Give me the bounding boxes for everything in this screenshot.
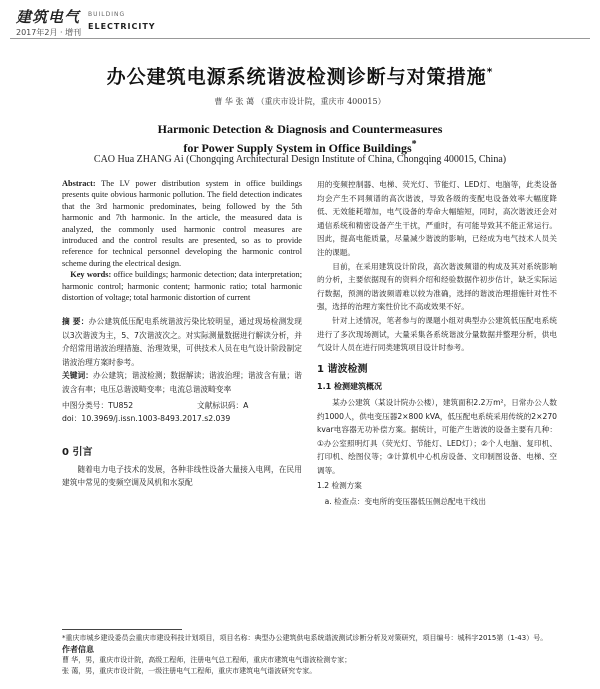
journal-logo-en-2: ELECTRICITY [88,22,156,31]
section-0-heading: 0 引言 [62,447,93,459]
header-divider [10,38,590,39]
issue-info: 2017年2月 · 增刊 [16,28,82,37]
paragraph: 针对上述情况，笔者参与的课题小组对典型办公建筑低压配电系统进行了多次现场测试，大量采集各系统谐波分量数据并整理分析，供电气设计人员在进行同类建筑项目设计时参考。 [317,315,557,353]
right-column [317,178,557,509]
paragraph: 用的变频控制器、电梯、荧光灯、节能灯、LED灯、电脑等，此类设备均会产生不同频谱的高次谐波，导致各级的变配电设备效率大幅度降低、无效能耗增加，电气设备的寿命大幅缩短，同时，高次谐波还会对通信系统和精密设备产生干扰，严重时，有可能导致其不能正常运行。因此，提高电能质量，尽量减少谐波的影响，已经成为电气技术人员关注的课题。 [317,180,557,257]
journal-logo-en-1: BUILDING [88,11,126,18]
abstract-cn: 摘 要：办公建筑低压配电系统谐波污染比较明显，通过现场检测发现以3次谐波为主，5、7次谐波次之。对实际测量数据进行解读分析，并介绍常用谐波治理措施、治理效果，可供技术人员在电气设计阶段制定谐波治理方案时参考。 [62,317,302,367]
author-info-heading: 作者信息 [62,645,94,654]
paragraph: 目前，在采用建筑设计阶段，高次谐波频谱的构成及其对系统影响的分析，主要依据现有的资料介绍和经验数据作初步估计，缺乏实际运行数据，预测的谐波频谱难以较为准确，选择的谐波治理措施针对性不强，选择的治理方案性价比不高或效果不好。 [317,261,557,312]
journal-logo-cn: 建筑电气 [16,8,81,26]
keywords-cn: 关键词：办公建筑；谐波检测；数据解读；谐波治理；谐波含有量；谐波含有率；电压总谐波畸变率；电流总谐波畸变率 [62,371,302,394]
authors-cn: 曹 华 张 蔼 （重庆市设计院，重庆市 400015） [214,97,386,106]
paragraph: a. 检查点：变电所的变压器低压侧总配电干线出 [324,497,486,507]
title-cn: 办公建筑电源系统谐波检测诊断与对策措施* [106,65,494,88]
keywords-en: Key words: office buildings; harmonic detection; data interpretation; harmonic control; harmonic content; harmonic ratio; total harmonic distortion of voltage; total harmonic distortion of current [62,270,302,303]
author-info-2: 张 蔼，男，重庆市设计院，一级注册电气工程师，重庆市建筑电气谐波研究专家。 [62,667,317,675]
author-info-1: 曹 华，男，重庆市设计院，高级工程师，注册电气总工程师，重庆市建筑电气谐波检测专家； [62,656,352,664]
footnote-divider [62,629,182,630]
section-0-paragraph: 随着电力电子技术的发展，各种非线性设备大量接入电网，在民用建筑中常见的变频空调及风机和水泵配 [62,464,302,488]
paragraph: 某办公建筑（某设计院办公楼），建筑面积2.2万m²，日常办公人数约1000人，供电变压器2×800 kVA，低压配电系统采用传统的2×270 kvar电容器无功补偿方案。据统计，可能产生谐波的设备主要有几种：①办公室照明灯具（荧光灯、节能灯、LED灯）；②个人电脑、复印机、打印机、绘图仪等；③计算机中心机房设备、文印制图设备、电梯、空调等。 [317,397,557,475]
journal-header [0,0,600,50]
section-1-1-heading: 1.1 检测建筑概况 [317,382,382,392]
article-meta: 中图分类号：TU852 文献标识码：A doi： 10.3969/j.issn.1003-8493.2017.s2.039 [62,401,249,424]
fund-note: *重庆市城乡建设委员会重庆市建设科技计划项目，项目名称：典型办公建筑供电系统谐波测试诊断分析及对策研究，项目编号：城科字2015第（1-43）号。 [62,634,548,642]
section-1-2-heading: 1.2 检测方案 [317,481,362,491]
abstract-en: Abstract: The LV power distribution system in office buildings presents quite obvious harmonic pollution. The field detection indicates that the 3rd harmonic predominates, being followed by the 5th harmonic and 7th harmonic. In the article, the measured data is analyzed, the commonly used harmonic control measures are introduced and the control results are presented, so as to provide reference for technical personnel developing the harmonic control scheme during the electrical design. [62,179,302,268]
footnotes [62,633,562,677]
left-column [62,178,302,490]
authors-en: CAO Hua ZHANG Ai (Chongqing Architectural Design Institute of China, Chongqing 400015, China) [93,154,507,165]
section-1-heading: 1 谐波检测 [317,363,368,375]
title-en: Harmonic Detection & Diagnosis and Countermeasures for Power Supply System in Office Buildings* [157,122,443,155]
